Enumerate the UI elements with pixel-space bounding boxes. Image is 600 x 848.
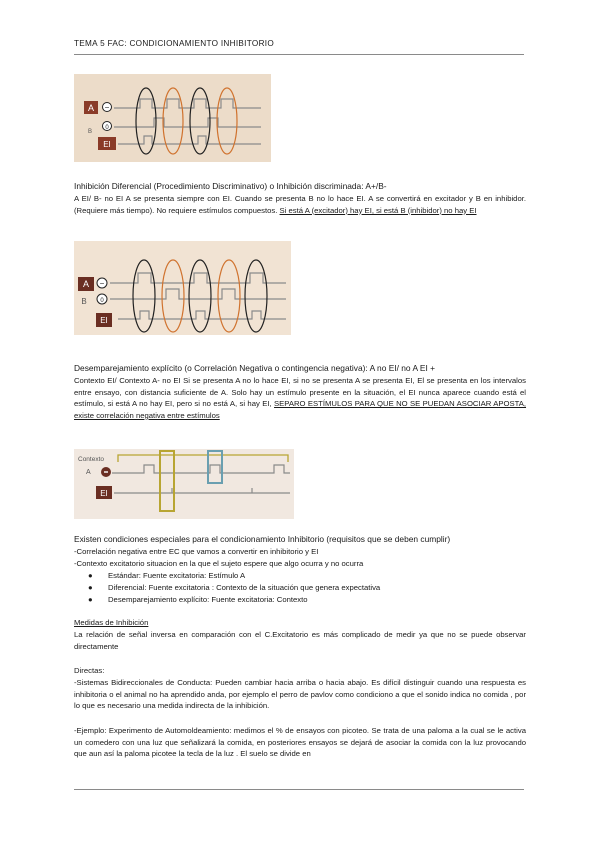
label-b: B [87, 129, 93, 135]
section-4-title: Medidas de Inhibición [74, 618, 149, 627]
label-b: B [81, 297, 87, 306]
section-2-underlined: SEPARO ESTÍMULOS PARA QUE NO SE PUEDAN ASOCIAR APOSTA, existe correlación negativa entre estímulos [74, 399, 527, 420]
section-1-body: A EI/ B- no EI A se presenta siempre con EI. Cuando se presenta B no lo hace EI. A se convertirá en excitador y B en inhibidor. (Requiere más tiempo). No requiere estímulos compuestos. [74, 194, 526, 215]
bullet-text-2: Diferencial: Fuente excitatoria : Contexto de la situación que genera expectativa [108, 583, 381, 592]
section-5-title: Directas: [74, 666, 105, 675]
page-header-title: TEMA 5 FAC: CONDICIONAMIENTO INHIBITORIO [74, 39, 275, 48]
section-3-line-1: -Correlación negativa entre EC que vamos a convertir en inhibitorio y EI [74, 547, 319, 556]
section-1-underlined: Si está A (excitador) hay EI, si está B (inhibidor) no hay EI [279, 205, 477, 215]
bullet-text-1: Estándar: Fuente excitatoria: Estímulo A [108, 571, 246, 580]
section-2-body: Contexto EI/ Contexto A- no EI Si se presenta A no lo hace EI, si no se presenta A se presenta EI, El se presenta en los intervalos entre ensayo, con distancia suficiente de A. Solo hay un estímulo presente en la situación, el EI nunca aparece cuando está el estímulo, si está A no hay EI, pero si no está A, si hay EI, [74, 376, 526, 409]
footer-rule [74, 789, 524, 790]
zero-icon: 0 [100, 298, 104, 304]
list-item: ● Diferencial: Fuente excitatoria : Contexto de la situación que genera expectativa [88, 583, 381, 592]
label-ei: EI [103, 140, 111, 149]
label-a: A [86, 469, 91, 476]
section-4-text: La relación de señal inversa en comparación con el C.Excitatorio es más complicado de medir ya que no se puede observar directamente [74, 630, 526, 651]
differential-inhibition-diagram [74, 74, 271, 162]
differential-inhibition-diagram-2 [74, 241, 291, 335]
list-item: ● Desemparejamiento explícito: Fuente excitatoria: Contexto [88, 595, 308, 604]
minus-icon: − [99, 279, 105, 288]
label-a: A [82, 279, 90, 289]
section-1-title: Inhibición Diferencial (Procedimiento Discriminativo) o Inhibición discriminada: A+/B- [74, 181, 387, 191]
header-rule [74, 54, 524, 55]
section-3-title: Existen condiciones especiales para el condicionamiento Inhibitorio (requisitos que se deben cumplir) [74, 534, 451, 544]
label-a: A [87, 103, 95, 113]
section-2-text [74, 375, 526, 421]
section-3-line-2: -Contexto excitatorio situacion en la que el sujeto espere que algo ocurra y no ocurra [74, 559, 364, 568]
zero-icon: 0 [105, 125, 109, 131]
section-5-text-2: -Ejemplo: Experimento de Automoldeamiento: medimos el % de ensayos con picoteo. Se trata de una paloma a la cual se le activa un comedero con una luz que señalizará la comida, en posteriores ensayos se dejará de asociar la comida con la luz provocando que aun así la paloma picotee la tecla de la luz . El suelo se divide en [74, 726, 526, 759]
label-ei: EI [100, 316, 108, 325]
label-contexto: Contexto [78, 456, 105, 463]
bullet-text-3: Desemparejamiento explícito: Fuente excitatoria: Contexto [108, 595, 308, 604]
section-2-title: Desemparejamiento explícito (o Correlación Negativa o contingencia negativa): A no EI/ no A EI + [74, 363, 436, 373]
explicit-unpairing-diagram [74, 449, 294, 519]
section-1-text [74, 193, 526, 216]
section-5-text: -Sistemas Bidireccionales de Conducta: Pueden cambiar hacia arriba o hacia abajo. Es difícil distinguir cuando una respuesta es inhibitoria o el animal no ha aprendido anda, por ejemplo el perro de pavlov como condiciono a que el sonido indica no comida , por lo que es necesario una medida indirecta de la inhibición. [74, 678, 526, 711]
list-item: ● Estándar: Fuente excitatoria: Estímulo A [88, 571, 246, 580]
label-ei: EI [100, 489, 108, 498]
minus-icon: − [104, 103, 110, 112]
